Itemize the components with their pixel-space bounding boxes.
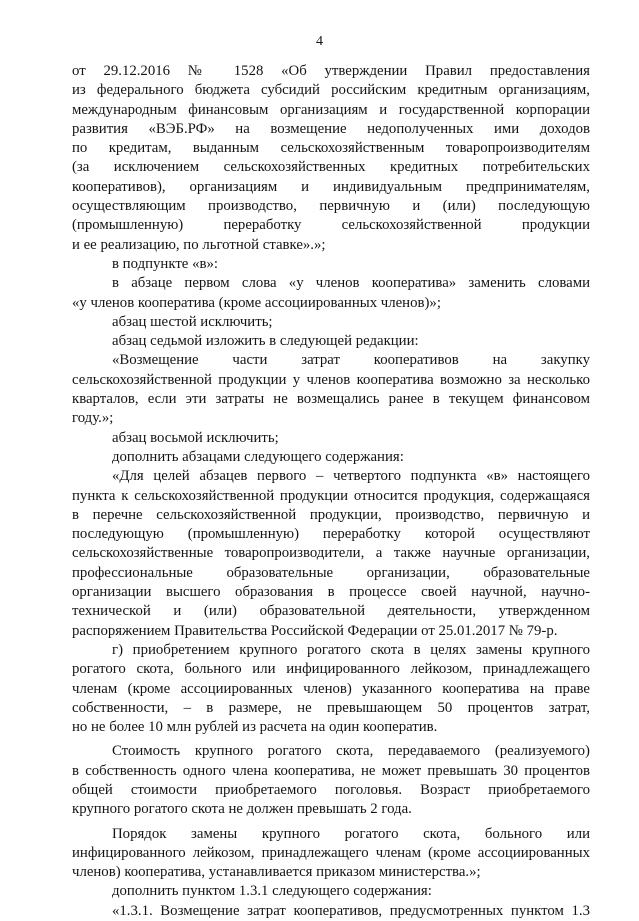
text-line: собственности, – в размере, не превышающем 50 процентов затрат,: [72, 699, 590, 716]
text-line: членов) кооператива, устанавливается приказом министерства.»;: [72, 864, 481, 881]
text-line: г) приобретением крупного рогатого скота в целях замены крупного: [112, 641, 590, 658]
text-line: из федерального бюджета субсидий российским кредитным организациям,: [72, 82, 590, 99]
text-line: в собственность одного члена кооператива, не может превышать 30 процентов: [72, 762, 590, 779]
text-line: в абзаце первом слова «у членов кооператива» заменить словами: [112, 275, 590, 292]
text-line: сельскохозяйственной продукции у членов кооператива возможно за несколько: [72, 371, 590, 388]
text-line: по кредитам, выданным сельскохозяйственным товаропроизводителям: [72, 140, 590, 157]
text-line: технической и (или) образовательной деятельности, утвержденном: [72, 603, 590, 620]
text-line: развития «ВЭБ.РФ» на возмещение недополученных ими доходов: [72, 120, 590, 137]
text-line: абзац шестой исключить;: [112, 313, 273, 330]
text-line: осуществляющим производство, первичную и (или) последующую: [72, 198, 590, 215]
text-line: «Для целей абзацев первого – четвертого подпункта «в» настоящего: [112, 468, 590, 485]
text-line: в перечне сельскохозяйственной продукции, производство, первичную и: [72, 506, 590, 523]
page-number: 4: [316, 34, 323, 49]
body-text: [72, 62, 590, 921]
text-line: абзац седьмой изложить в следующей редакции:: [112, 333, 419, 350]
text-line: рогатого скота, больного или инфицированного лейкозом, принадлежащего: [72, 661, 590, 678]
text-line: (за исключением сельскохозяйственных кредитных потребительских: [72, 159, 590, 176]
text-line: распоряжением Правительства Российской Федерации от 25.01.2017 № 79-р.: [72, 622, 558, 639]
text-line: дополнить абзацами следующего содержания:: [112, 448, 404, 465]
text-line: в подпункте «в»:: [112, 255, 218, 272]
text-line: году.»;: [72, 410, 114, 427]
text-line: инфицированного лейкозом, принадлежащего членам (кроме ассоциированных: [72, 844, 590, 861]
text-line: сельскохозяйственные товаропроизводители, а также научные организации,: [72, 545, 590, 562]
text-line: пункта к сельскохозяйственной продукции относится продукция, содержащаяся: [72, 487, 590, 504]
text-line: и ее реализацию, по льготной ставке».»;: [72, 236, 326, 253]
text-line: последующую (промышленную) переработку которой осуществляют: [72, 526, 590, 543]
text-line: «1.3.1. Возмещение затрат кооперативов, предусмотренных пунктом 1.3: [112, 902, 590, 919]
text-line: общей стоимости приобретаемого поголовья. Возраст приобретаемого: [72, 781, 590, 798]
text-line: от 29.12.2016 № 1528 «Об утверждении Правил предоставления: [72, 63, 590, 79]
text-line: международным финансовым организациям и государственной корпорации: [72, 101, 590, 118]
text-line: кооперативов), организациям и индивидуальным предпринимателям,: [72, 178, 590, 195]
text-line: организации высшего образования в процессе своей научной, научно-: [72, 584, 590, 601]
text-line: Порядок замены крупного рогатого скота, больного или: [112, 825, 590, 842]
text-line: «Возмещение части затрат кооперативов на закупку: [112, 352, 590, 369]
text-line: (промышленную) переработку сельскохозяйственной продукции: [72, 217, 590, 234]
text-line: но не более 10 млн рублей из расчета на один кооператив.: [72, 719, 438, 736]
text-line: кварталов, если эти затраты не возмещались ранее в текущем финансовом: [72, 391, 590, 408]
text-line: крупного рогатого скота не должен превышать 2 года.: [72, 801, 412, 818]
text-line: «у членов кооператива (кроме ассоциированных членов)»;: [72, 294, 441, 311]
text-line: профессиональные образовательные организации, образовательные: [72, 564, 590, 581]
text-line: дополнить пунктом 1.3.1 следующего содержания:: [112, 883, 432, 900]
text-line: членам (кроме ассоциированных членов) указанного кооператива на праве: [72, 680, 590, 697]
text-line: Стоимость крупного рогатого скота, передаваемого (реализуемого): [112, 743, 590, 760]
text-line: абзац восьмой исключить;: [112, 429, 279, 446]
